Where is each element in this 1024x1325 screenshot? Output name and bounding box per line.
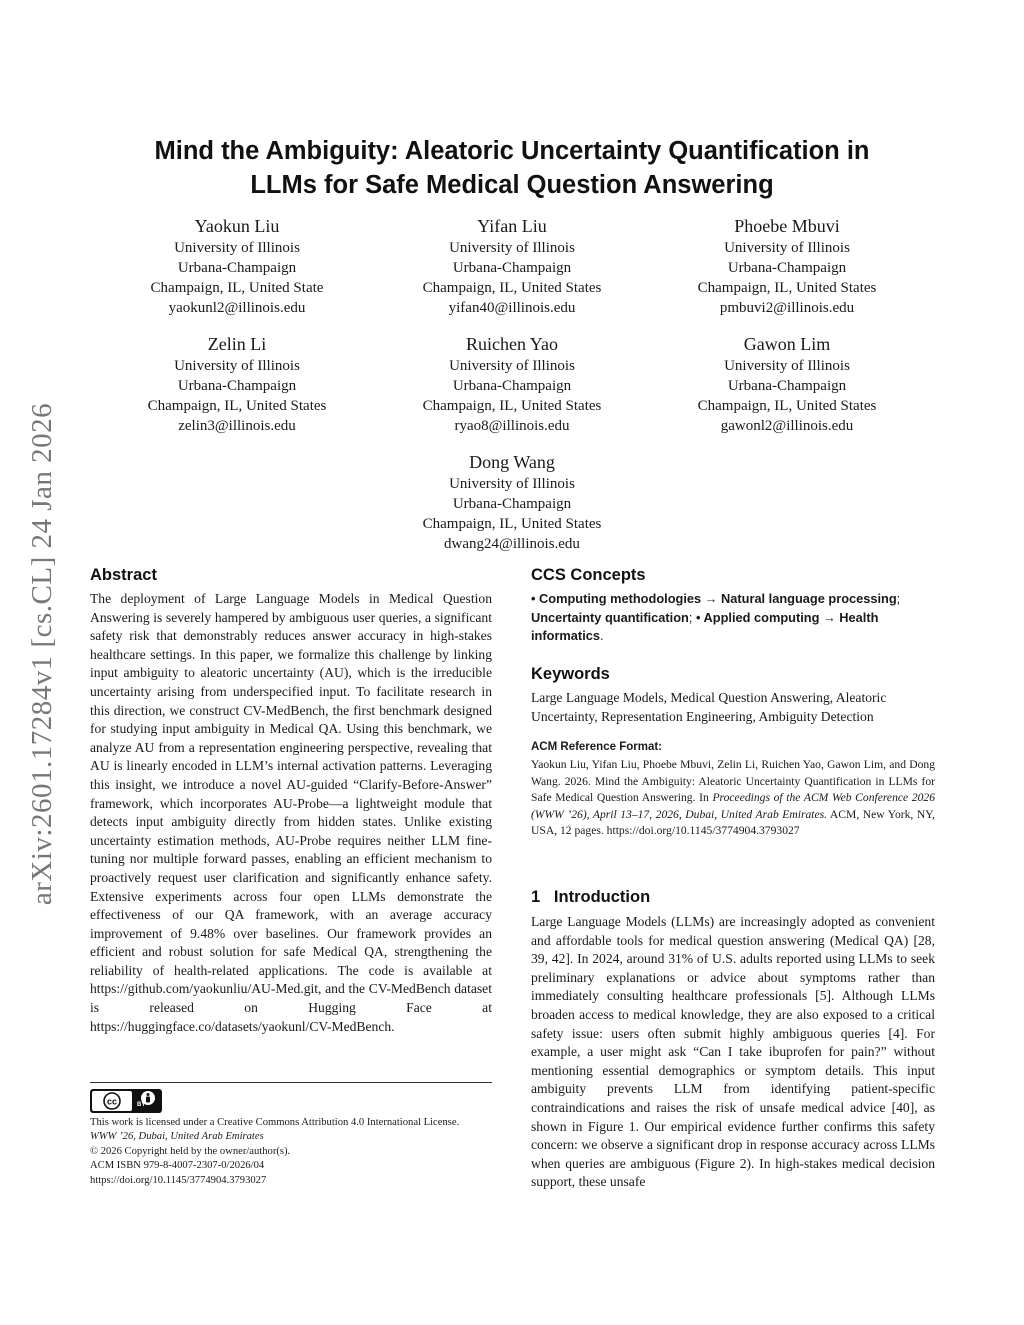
ccs-concept: • Applied computing → Health informatics (531, 609, 879, 644)
acm-reference-text (531, 757, 935, 840)
ccs-concept: • Computing methodologies → Natural language processing (531, 591, 897, 606)
author-block (657, 214, 917, 318)
author-block (382, 214, 642, 318)
ccs-concepts (531, 590, 935, 646)
author-affiliation: Urbana-Champaign (452, 496, 572, 512)
author-affiliation: Urbana-Champaign (452, 260, 572, 276)
author-affiliation: Urbana-Champaign (177, 260, 297, 276)
author-email: dwang24@illinois.edu (444, 536, 580, 552)
author-location: Champaign, IL, United States (422, 398, 602, 414)
author-name: Gawon Lim (743, 334, 831, 354)
keywords-text: Large Language Models, Medical Question Answering, Aleatoric Uncertainty, Representation Engineering, Ambiguity Detection (531, 690, 887, 724)
introduction-text: Large Language Models (LLMs) are increasingly adopted as convenient and affordable tools for medical question answering (Medical QA) [28, 39, 42]. In 2024, around 31% of U.S. adults reported using LLMs to seek preliminary explanations or advice about symptoms rather than immediately consulting healthcare professionals [5]. Although LLMs broaden access to medical knowledge, they are also exposed to a critical safety issue: users often submit highly ambiguous queries [4]. For example, a user might ask “Can I take ibuprofen for pain?” without mentioning essential demographics or symptom details. This input ambiguity prevents LLM from identifying patient-specific contraindications and raises the risk of unsafe medical advice [40], as shown in Figure 1. Our empirical evidence further confirms this safety concern: we observe a significant drop in response accuracy across LLMs when queries are ambiguous (Figure 2). In high-stakes medical decision support, these unsafe (531, 914, 935, 1190)
author-affiliation: University of Illinois (174, 358, 300, 374)
acm-reference-proceedings: Proceedings of the ACM Web Conference 2026 (WWW ’26), April 13–17, 2026, Dubai, United Arab Emirates. (531, 791, 935, 821)
isbn-text: ACM ISBN 979-8-4007-2307-0/2026/04 (90, 1160, 265, 1172)
author-location: Champaign, IL, United States (422, 280, 602, 296)
author-location: Champaign, IL, United States (697, 280, 877, 296)
author-affiliation: University of Illinois (174, 240, 300, 256)
author-affiliation: University of Illinois (449, 476, 575, 492)
footer-text (90, 1116, 500, 1188)
author-name: Dong Wang (469, 452, 555, 472)
author-email: yifan40@illinois.edu (448, 300, 576, 316)
title-line-2: LLMs for Safe Medical Question Answering (250, 171, 774, 199)
license-text: This work is licensed under a Creative Commons Attribution 4.0 International License. (90, 1117, 460, 1128)
cc-icon (103, 1092, 121, 1110)
keywords-heading: Keywords (531, 665, 610, 683)
author-block (382, 450, 642, 554)
author-email: ryao8@illinois.edu (454, 418, 570, 434)
author-name: Phoebe Mbuvi (734, 216, 840, 236)
author-email: zelin3@illinois.edu (178, 418, 296, 434)
copyright-text: © 2026 Copyright held by the owner/author(s). (90, 1145, 291, 1157)
abstract-text: The deployment of Large Language Models in Medical Question Answering is severely hampered by ambiguous user queries, a significant safety risk that demonstrably reduces answer accuracy in high-stakes healthcare settings. In this paper, we formalize this challenge by linking input ambiguity to aleatoric uncertainty (AU), which is the irreducible uncertainty arising from underspecified input. To facilitate research in this direction, we construct CV-MedBench, the first benchmark designed for studying input ambiguity in Medical QA. Using this benchmark, we analyze AU from a representation engineering perspective, revealing that AU is linearly encoded in LLM’s internal activation patterns. Leveraging this insight, we introduce a novel AU-guided “Clarify-Before-Answer” framework, which incorporates AU-Probe—a lightweight module that detects input ambiguity directly from hidden states. Unlike existing uncertainty estimation methods, AU-Probe requires neither LLM fine-tuning nor multiple forward passes, enabling an efficient mechanism to proactively request user clarification and significantly enhance safety. Extensive experiments across four open LLMs demonstrate the effectiveness of our QA framework, with an average accuracy improvement of 9.48% over baselines. Our framework provides an efficient and robust solution for safe Medical QA, strengthening the reliability of health-related applications. The code is available at https://github.com/yaokunliu/AU-Med.git, and the CV-MedBench dataset is released on Hugging Face at https://huggingface.co/datasets/yaokunl/CV-MedBench. (90, 591, 492, 1034)
ccs-separator: ; (896, 591, 901, 606)
author-affiliation: Urbana-Champaign (727, 378, 847, 394)
acm-reference-heading: ACM Reference Format: (531, 741, 662, 753)
ccs-separator: ; (688, 609, 696, 625)
author-name: Zelin Li (207, 334, 267, 354)
abstract-heading: Abstract (90, 566, 157, 584)
author-location: Champaign, IL, United States (697, 398, 877, 414)
author-affiliation: University of Illinois (724, 240, 850, 256)
ccs-end: . (599, 628, 604, 644)
author-affiliation: University of Illinois (449, 240, 575, 256)
author-affiliation: University of Illinois (449, 358, 575, 374)
author-location: Champaign, IL, United States (147, 398, 327, 414)
author-block (382, 332, 642, 436)
cc-by-text: BY (137, 1102, 146, 1108)
author-email: gawonl2@illinois.edu (720, 418, 854, 434)
ccs-concept: Uncertainty quantification (531, 609, 689, 625)
doi-text: https://doi.org/10.1145/3774904.3793027 (90, 1174, 267, 1186)
author-email: yaokunl2@illinois.edu (168, 300, 306, 316)
author-block (107, 214, 367, 318)
author-email: pmbuvi2@illinois.edu (719, 300, 855, 316)
author-affiliation: Urbana-Champaign (727, 260, 847, 276)
author-name: Yifan Liu (477, 216, 547, 236)
paper-title (90, 134, 934, 202)
author-affiliation: University of Illinois (724, 358, 850, 374)
cc-by-badge (90, 1089, 162, 1113)
author-affiliation: Urbana-Champaign (452, 378, 572, 394)
author-name: Ruichen Yao (465, 334, 558, 354)
author-location: Champaign, IL, United States (422, 516, 602, 532)
author-location: Champaign, IL, United State (150, 280, 324, 296)
author-name: Yaokun Liu (194, 216, 280, 236)
title-line-1: Mind the Ambiguity: Aleatoric Uncertainty Quantification in (154, 137, 870, 165)
author-affiliation: Urbana-Champaign (177, 378, 297, 394)
author-block (657, 332, 917, 436)
acm-reference-part: Yaokun Liu, Yifan Liu, Phoebe Mbuvi, Zelin Li, Ruichen Yao, Gawon Lim, and Dong Wang. 2026. Mind the Ambiguity: Aleatoric Uncertainty Quantification in LLMs for Safe Medical Question Answering. In (531, 758, 935, 805)
footer-rule (90, 1082, 492, 1083)
ccs-heading: CCS Concepts (531, 566, 646, 584)
author-block (107, 332, 367, 436)
venue-text: WWW ’26, Dubai, United Arab Emirates (90, 1131, 264, 1143)
svg-text:cc: cc (106, 1096, 118, 1107)
introduction-heading: 1 Introduction (531, 888, 651, 906)
arxiv-side-stamp: arXiv:2601.17284v1 [cs.CL] 24 Jan 2026 (26, 402, 58, 906)
acm-reference-part: ACM, New York, NY, USA, 12 pages. https://doi.org/10.1145/3774904.3793027 (531, 807, 935, 838)
